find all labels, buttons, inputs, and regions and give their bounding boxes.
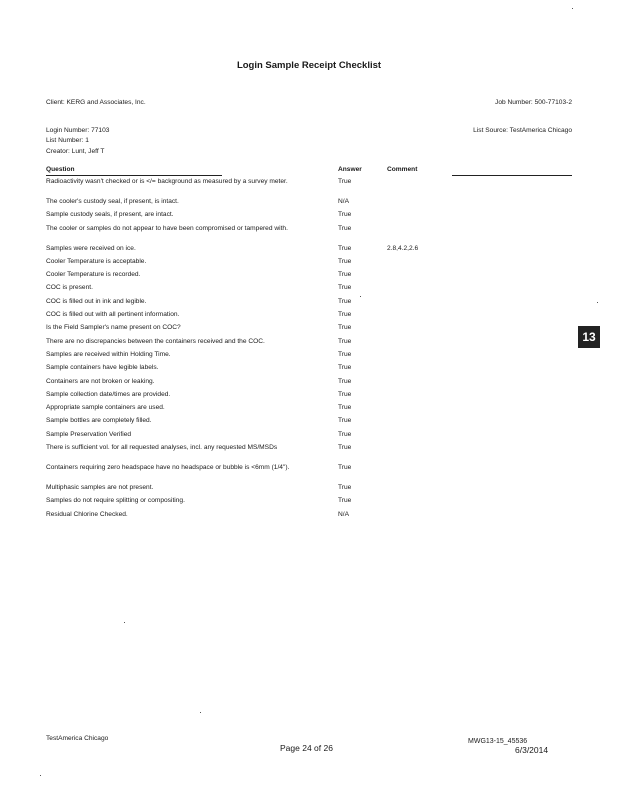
row-answer: True — [338, 404, 352, 412]
row-question: Multiphasic samples are not present. — [46, 484, 154, 492]
table-row — [46, 464, 586, 484]
table-row — [46, 364, 586, 377]
footer-date: 6/3/2014 — [515, 745, 549, 755]
row-question: Radioactivity wasn't checked or is </= background as measured by a survey meter. — [46, 178, 288, 185]
list-source: List Source: TestAmerica Chicago — [473, 127, 572, 134]
row-answer: True — [338, 271, 352, 279]
row-answer: True — [338, 417, 352, 425]
row-question: Appropriate sample containers are used. — [46, 404, 165, 412]
table-row — [46, 444, 586, 464]
footer-page-number: Page 24 of 26 — [280, 743, 333, 753]
client-name: Client: KERG and Associates, Inc. — [46, 99, 146, 106]
row-answer: True — [338, 377, 352, 385]
checklist-table — [46, 178, 586, 524]
table-row — [46, 324, 586, 337]
list-number: List Number: 1 — [46, 137, 89, 144]
table-row — [46, 497, 586, 510]
table-row — [46, 511, 586, 524]
row-question: Containers are not broken or leaking. — [46, 377, 155, 385]
row-question: Sample custody seals, if present, are intact. — [46, 211, 174, 219]
row-answer: True — [338, 430, 352, 438]
login-number: Login Number: 77103 — [46, 127, 110, 134]
row-answer: True — [338, 211, 352, 219]
section-tab: 13 — [578, 326, 600, 348]
row-answer: True — [338, 324, 352, 332]
row-question: Residual Chlorine Checked. — [46, 510, 128, 518]
row-answer: True — [338, 337, 352, 345]
row-answer: True — [338, 224, 352, 232]
row-answer: True — [338, 284, 352, 292]
table-row — [46, 378, 586, 391]
table-row — [46, 284, 586, 297]
table-row — [46, 198, 586, 211]
row-answer: True — [338, 244, 352, 252]
row-question: COC is present. — [46, 284, 93, 292]
page-title: Login Sample Receipt Checklist — [236, 60, 382, 71]
scan-speck — [360, 296, 361, 297]
row-question: Samples do not require splitting or compositing. — [46, 497, 185, 505]
row-question: COC is filled out in ink and legible. — [46, 297, 147, 305]
table-row — [46, 404, 586, 417]
table-row — [46, 431, 586, 444]
scan-speck — [124, 622, 125, 623]
row-answer: True — [338, 178, 352, 185]
table-row — [46, 258, 586, 271]
comment-underline — [452, 175, 572, 176]
row-question: The cooler or samples do not appear to have been compromised or tampered with. — [46, 224, 288, 232]
table-row — [46, 225, 586, 245]
column-header-question: Question — [46, 166, 222, 176]
row-answer: True — [338, 484, 352, 492]
row-question: The cooler's custody seal, if present, is intact. — [46, 198, 179, 205]
row-answer: True — [338, 497, 352, 505]
table-row — [46, 178, 586, 198]
job-number: Job Number: 500-77103-2 — [495, 99, 572, 106]
row-answer: N/A — [338, 510, 349, 518]
row-answer: True — [338, 390, 352, 398]
scan-speck — [572, 8, 573, 9]
row-answer: True — [338, 350, 352, 358]
table-row — [46, 311, 586, 324]
footer-document-id: MWG13-15_45536 — [468, 738, 528, 745]
table-row — [46, 298, 586, 311]
table-row — [46, 245, 586, 258]
row-question: Is the Field Sampler's name present on COC? — [46, 324, 181, 332]
row-question: There are no discrepancies between the containers received and the COC. — [46, 337, 265, 345]
row-question: Sample collection date/times are provided. — [46, 390, 171, 398]
row-question: There is sufficient vol. for all requested analyses, incl. any requested MS/MSDs — [46, 444, 278, 452]
scan-speck — [200, 712, 201, 713]
column-header-comment: Comment — [387, 166, 418, 173]
row-question: Containers requiring zero headspace have no headspace or bubble is <6mm (1/4"). — [46, 464, 290, 472]
row-question: Cooler Temperature is acceptable. — [46, 257, 147, 265]
table-row — [46, 351, 586, 364]
row-question: Sample bottles are completely filled. — [46, 417, 152, 425]
scan-speck — [597, 302, 598, 303]
row-question: Samples are received within Holding Time. — [46, 350, 171, 358]
row-answer: True — [338, 257, 352, 265]
table-row — [46, 417, 586, 430]
footer-lab-name: TestAmerica Chicago — [46, 735, 109, 742]
scan-speck — [40, 775, 41, 776]
row-answer: N/A — [338, 198, 349, 205]
row-question: COC is filled out with all pertinent information. — [46, 311, 180, 319]
row-answer: True — [338, 297, 352, 305]
table-row — [46, 271, 586, 284]
creator: Creator: Lunt, Jeff T — [46, 148, 105, 155]
column-header-answer: Answer — [338, 166, 362, 173]
row-answer: True — [338, 444, 352, 452]
row-answer: True — [338, 311, 352, 319]
table-row — [46, 484, 586, 497]
row-comment: 2.8,4.2,2.6 — [387, 244, 419, 252]
table-row — [46, 391, 586, 404]
table-row — [46, 338, 586, 351]
row-question: Sample Preservation Verified — [46, 430, 132, 438]
row-answer: True — [338, 464, 352, 472]
row-question: Sample containers have legible labels. — [46, 364, 159, 372]
row-question: Cooler Temperature is recorded. — [46, 271, 141, 279]
row-question: Samples were received on ice. — [46, 244, 136, 252]
row-answer: True — [338, 364, 352, 372]
table-row — [46, 211, 586, 224]
